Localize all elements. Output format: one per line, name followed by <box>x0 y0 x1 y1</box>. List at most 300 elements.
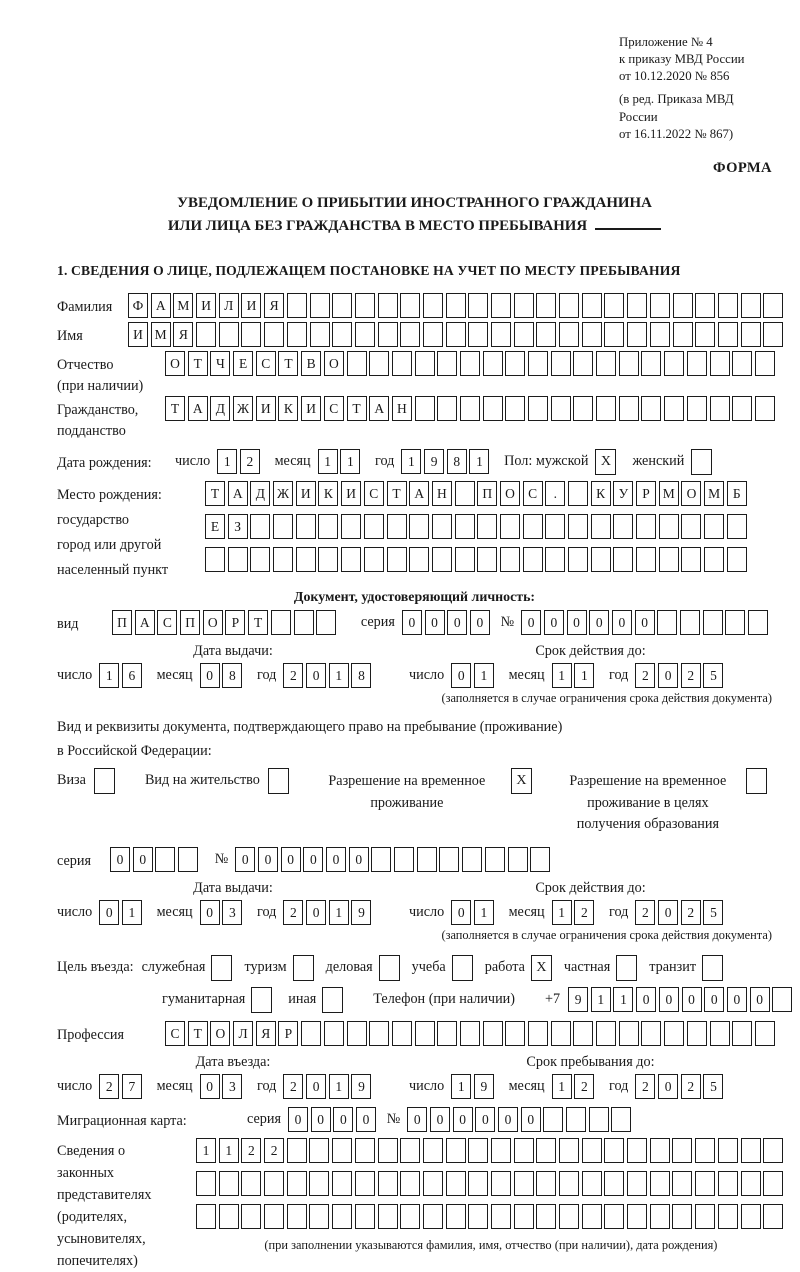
form-cell[interactable]: З <box>228 514 248 539</box>
form-cell[interactable]: П <box>477 481 497 506</box>
form-cell[interactable] <box>687 1021 707 1046</box>
form-cell[interactable] <box>725 610 745 635</box>
form-cell[interactable] <box>528 351 548 376</box>
form-cell[interactable]: 0 <box>589 610 609 635</box>
form-cell[interactable] <box>400 1138 420 1163</box>
form-cell[interactable] <box>604 322 624 347</box>
form-cell[interactable]: Н <box>432 481 452 506</box>
form-cell[interactable]: А <box>135 610 155 635</box>
form-cell[interactable] <box>446 1171 466 1196</box>
form-cell[interactable]: 0 <box>306 1074 326 1099</box>
form-cell[interactable] <box>559 322 579 347</box>
form-cell[interactable] <box>568 481 588 506</box>
form-cell[interactable] <box>483 396 503 421</box>
form-cell[interactable] <box>687 351 707 376</box>
form-cell[interactable] <box>514 1138 534 1163</box>
form-cell[interactable]: О <box>500 481 520 506</box>
form-cell[interactable]: 2 <box>574 900 594 925</box>
form-cell[interactable] <box>437 351 457 376</box>
form-cell[interactable] <box>178 847 198 872</box>
form-cell[interactable] <box>415 396 435 421</box>
form-cell[interactable]: 2 <box>635 663 655 688</box>
form-cell[interactable]: 1 <box>474 663 494 688</box>
form-cell[interactable] <box>611 1107 631 1132</box>
form-cell[interactable]: Д <box>250 481 270 506</box>
form-cell[interactable]: 1 <box>613 987 633 1012</box>
form-cell[interactable] <box>468 1138 488 1163</box>
form-cell[interactable] <box>446 1138 466 1163</box>
form-cell[interactable] <box>673 293 693 318</box>
form-cell[interactable] <box>196 322 216 347</box>
form-cell[interactable] <box>355 1171 375 1196</box>
form-cell[interactable]: 0 <box>258 847 278 872</box>
form-cell[interactable]: 1 <box>574 663 594 688</box>
form-cell[interactable]: 2 <box>574 1074 594 1099</box>
form-cell[interactable] <box>687 396 707 421</box>
form-cell[interactable]: С <box>523 481 543 506</box>
form-cell[interactable]: 1 <box>217 449 237 474</box>
form-cell[interactable]: Р <box>225 610 245 635</box>
form-cell[interactable] <box>250 547 270 572</box>
form-cell[interactable] <box>264 1204 284 1229</box>
form-cell[interactable] <box>460 1021 480 1046</box>
form-cell[interactable] <box>460 396 480 421</box>
form-cell[interactable] <box>672 1171 692 1196</box>
form-cell[interactable]: 0 <box>521 1107 541 1132</box>
form-cell[interactable] <box>219 1204 239 1229</box>
form-cell[interactable] <box>514 1204 534 1229</box>
form-cell[interactable]: И <box>301 396 321 421</box>
form-cell[interactable] <box>582 293 602 318</box>
form-cell[interactable] <box>530 847 550 872</box>
form-cell[interactable] <box>462 847 482 872</box>
form-cell[interactable]: 0 <box>453 1107 473 1132</box>
form-cell[interactable] <box>573 396 593 421</box>
form-cell[interactable] <box>559 1138 579 1163</box>
form-cell[interactable] <box>514 293 534 318</box>
form-cell[interactable] <box>378 1204 398 1229</box>
form-cell[interactable]: 2 <box>283 1074 303 1099</box>
form-cell[interactable] <box>287 1171 307 1196</box>
form-cell[interactable] <box>485 847 505 872</box>
form-cell[interactable]: 0 <box>567 610 587 635</box>
form-cell[interactable] <box>523 547 543 572</box>
form-cell[interactable] <box>508 847 528 872</box>
form-cell[interactable]: 0 <box>407 1107 427 1132</box>
form-cell[interactable] <box>741 293 761 318</box>
form-cell[interactable]: Д <box>210 396 230 421</box>
form-cell[interactable] <box>619 396 639 421</box>
gender-female-checkbox[interactable] <box>691 449 712 475</box>
form-cell[interactable] <box>596 396 616 421</box>
form-cell[interactable] <box>455 547 475 572</box>
form-cell[interactable] <box>613 547 633 572</box>
form-cell[interactable] <box>704 514 724 539</box>
form-cell[interactable]: 2 <box>681 663 701 688</box>
form-cell[interactable] <box>439 847 459 872</box>
form-cell[interactable] <box>732 1021 752 1046</box>
form-cell[interactable] <box>710 1021 730 1046</box>
form-cell[interactable] <box>491 1204 511 1229</box>
form-cell[interactable] <box>468 293 488 318</box>
form-cell[interactable] <box>619 1021 639 1046</box>
form-cell[interactable] <box>318 514 338 539</box>
form-cell[interactable] <box>559 1171 579 1196</box>
form-cell[interactable]: 0 <box>636 987 656 1012</box>
form-cell[interactable] <box>423 1204 443 1229</box>
form-cell[interactable]: 1 <box>591 987 611 1012</box>
form-cell[interactable] <box>763 1171 783 1196</box>
form-cell[interactable] <box>748 610 768 635</box>
form-cell[interactable] <box>641 1021 661 1046</box>
form-cell[interactable]: 1 <box>340 449 360 474</box>
form-cell[interactable] <box>650 322 670 347</box>
form-cell[interactable]: 2 <box>240 449 260 474</box>
form-cell[interactable]: 0 <box>682 987 702 1012</box>
form-cell[interactable] <box>219 1171 239 1196</box>
form-cell[interactable]: 0 <box>110 847 130 872</box>
form-cell[interactable] <box>387 514 407 539</box>
form-cell[interactable]: 0 <box>544 610 564 635</box>
form-cell[interactable]: 0 <box>659 987 679 1012</box>
temp-permit-checkbox[interactable]: X <box>511 768 532 794</box>
form-cell[interactable]: Т <box>248 610 268 635</box>
form-cell[interactable] <box>582 1171 602 1196</box>
form-cell[interactable]: Ж <box>273 481 293 506</box>
form-cell[interactable] <box>582 1138 602 1163</box>
form-cell[interactable] <box>566 1107 586 1132</box>
form-cell[interactable] <box>582 1204 602 1229</box>
form-cell[interactable]: 0 <box>200 1074 220 1099</box>
form-cell[interactable]: 5 <box>703 900 723 925</box>
form-cell[interactable] <box>273 547 293 572</box>
form-cell[interactable] <box>219 322 239 347</box>
form-cell[interactable]: А <box>151 293 171 318</box>
form-cell[interactable] <box>324 1021 344 1046</box>
form-cell[interactable] <box>400 293 420 318</box>
form-cell[interactable] <box>559 1204 579 1229</box>
form-cell[interactable] <box>294 610 314 635</box>
form-cell[interactable] <box>287 1204 307 1229</box>
form-cell[interactable] <box>528 1021 548 1046</box>
form-cell[interactable] <box>392 1021 412 1046</box>
form-cell[interactable]: Ж <box>233 396 253 421</box>
form-cell[interactable] <box>196 1204 216 1229</box>
form-cell[interactable] <box>664 1021 684 1046</box>
form-cell[interactable] <box>387 547 407 572</box>
form-cell[interactable] <box>695 1204 715 1229</box>
form-cell[interactable] <box>727 547 747 572</box>
form-cell[interactable]: Я <box>264 293 284 318</box>
form-cell[interactable]: 3 <box>222 900 242 925</box>
form-cell[interactable] <box>332 1204 352 1229</box>
form-cell[interactable] <box>505 1021 525 1046</box>
form-cell[interactable] <box>500 514 520 539</box>
form-cell[interactable] <box>604 1171 624 1196</box>
form-cell[interactable] <box>755 396 775 421</box>
form-cell[interactable] <box>627 322 647 347</box>
form-cell[interactable] <box>741 1171 761 1196</box>
form-cell[interactable] <box>378 322 398 347</box>
form-cell[interactable] <box>296 514 316 539</box>
form-cell[interactable] <box>718 293 738 318</box>
purpose-study-checkbox[interactable] <box>452 955 473 981</box>
form-cell[interactable] <box>264 1171 284 1196</box>
form-cell[interactable] <box>710 351 730 376</box>
form-cell[interactable]: 5 <box>703 1074 723 1099</box>
form-cell[interactable]: И <box>241 293 261 318</box>
form-cell[interactable] <box>332 1138 352 1163</box>
form-cell[interactable] <box>681 514 701 539</box>
form-cell[interactable] <box>369 1021 389 1046</box>
form-cell[interactable]: 1 <box>469 449 489 474</box>
form-cell[interactable]: 0 <box>658 900 678 925</box>
form-cell[interactable]: 1 <box>318 449 338 474</box>
form-cell[interactable] <box>763 1204 783 1229</box>
form-cell[interactable] <box>392 351 412 376</box>
form-cell[interactable]: 7 <box>122 1074 142 1099</box>
form-cell[interactable] <box>672 1138 692 1163</box>
form-cell[interactable] <box>369 351 389 376</box>
form-cell[interactable] <box>718 322 738 347</box>
form-cell[interactable]: 0 <box>303 847 323 872</box>
form-cell[interactable] <box>657 610 677 635</box>
purpose-transit-checkbox[interactable] <box>702 955 723 981</box>
form-cell[interactable]: 0 <box>200 900 220 925</box>
form-cell[interactable] <box>273 514 293 539</box>
form-cell[interactable] <box>627 1171 647 1196</box>
form-cell[interactable] <box>417 847 437 872</box>
form-cell[interactable] <box>536 293 556 318</box>
form-cell[interactable] <box>596 1021 616 1046</box>
form-cell[interactable] <box>309 1138 329 1163</box>
form-cell[interactable] <box>460 351 480 376</box>
purpose-business-checkbox[interactable] <box>379 955 400 981</box>
form-cell[interactable] <box>545 547 565 572</box>
form-cell[interactable] <box>763 1138 783 1163</box>
form-cell[interactable]: О <box>210 1021 230 1046</box>
form-cell[interactable] <box>664 396 684 421</box>
form-cell[interactable] <box>477 514 497 539</box>
form-cell[interactable] <box>491 1171 511 1196</box>
form-cell[interactable]: А <box>188 396 208 421</box>
form-cell[interactable] <box>718 1171 738 1196</box>
form-cell[interactable] <box>296 547 316 572</box>
form-cell[interactable]: Р <box>636 481 656 506</box>
form-cell[interactable] <box>500 547 520 572</box>
form-cell[interactable] <box>355 322 375 347</box>
form-cell[interactable]: 2 <box>635 1074 655 1099</box>
form-cell[interactable] <box>228 547 248 572</box>
form-cell[interactable]: Н <box>392 396 412 421</box>
form-cell[interactable] <box>468 1171 488 1196</box>
form-cell[interactable]: 0 <box>349 847 369 872</box>
form-cell[interactable]: 0 <box>430 1107 450 1132</box>
purpose-humanitarian-checkbox[interactable] <box>251 987 272 1013</box>
form-cell[interactable] <box>309 1171 329 1196</box>
form-cell[interactable]: М <box>704 481 724 506</box>
form-cell[interactable] <box>591 514 611 539</box>
form-cell[interactable] <box>355 293 375 318</box>
purpose-tourism-checkbox[interactable] <box>293 955 314 981</box>
form-cell[interactable] <box>727 514 747 539</box>
form-cell[interactable] <box>310 293 330 318</box>
form-cell[interactable]: Е <box>233 351 253 376</box>
form-cell[interactable] <box>659 514 679 539</box>
form-cell[interactable] <box>703 610 723 635</box>
form-cell[interactable] <box>301 1021 321 1046</box>
form-cell[interactable]: Т <box>165 396 185 421</box>
form-cell[interactable] <box>718 1204 738 1229</box>
form-cell[interactable]: С <box>364 481 384 506</box>
purpose-private-checkbox[interactable] <box>616 955 637 981</box>
residence-permit-checkbox[interactable] <box>268 768 289 794</box>
form-cell[interactable]: 0 <box>612 610 632 635</box>
form-cell[interactable]: 2 <box>635 900 655 925</box>
form-cell[interactable] <box>287 293 307 318</box>
form-cell[interactable] <box>316 610 336 635</box>
form-cell[interactable]: 9 <box>351 900 371 925</box>
form-cell[interactable] <box>514 322 534 347</box>
form-cell[interactable] <box>627 1138 647 1163</box>
form-cell[interactable]: 0 <box>326 847 346 872</box>
form-cell[interactable]: 1 <box>552 1074 572 1099</box>
form-cell[interactable]: Я <box>173 322 193 347</box>
form-cell[interactable]: У <box>613 481 633 506</box>
form-cell[interactable] <box>695 1138 715 1163</box>
form-cell[interactable] <box>536 1204 556 1229</box>
form-cell[interactable] <box>455 514 475 539</box>
form-cell[interactable] <box>545 514 565 539</box>
form-cell[interactable]: 0 <box>750 987 770 1012</box>
form-cell[interactable] <box>483 1021 503 1046</box>
form-cell[interactable] <box>695 322 715 347</box>
form-cell[interactable] <box>681 547 701 572</box>
form-cell[interactable] <box>318 547 338 572</box>
form-cell[interactable]: 0 <box>281 847 301 872</box>
form-cell[interactable]: Я <box>256 1021 276 1046</box>
form-cell[interactable]: 2 <box>99 1074 119 1099</box>
form-cell[interactable]: Л <box>219 293 239 318</box>
form-cell[interactable]: 1 <box>122 900 142 925</box>
form-cell[interactable] <box>627 1204 647 1229</box>
form-cell[interactable] <box>604 1138 624 1163</box>
form-cell[interactable] <box>415 1021 435 1046</box>
form-cell[interactable]: О <box>165 351 185 376</box>
form-cell[interactable]: А <box>409 481 429 506</box>
form-cell[interactable] <box>505 351 525 376</box>
form-cell[interactable] <box>695 1171 715 1196</box>
form-cell[interactable]: И <box>256 396 276 421</box>
form-cell[interactable] <box>604 1204 624 1229</box>
form-cell[interactable]: Ф <box>128 293 148 318</box>
form-cell[interactable]: К <box>591 481 611 506</box>
form-cell[interactable] <box>551 1021 571 1046</box>
form-cell[interactable] <box>341 547 361 572</box>
form-cell[interactable] <box>468 1204 488 1229</box>
form-cell[interactable] <box>364 547 384 572</box>
form-cell[interactable]: 1 <box>474 900 494 925</box>
form-cell[interactable] <box>341 514 361 539</box>
form-cell[interactable] <box>772 987 792 1012</box>
form-cell[interactable] <box>446 322 466 347</box>
form-cell[interactable]: 1 <box>552 663 572 688</box>
form-cell[interactable] <box>347 351 367 376</box>
form-cell[interactable] <box>250 514 270 539</box>
form-cell[interactable] <box>455 481 475 506</box>
form-cell[interactable]: С <box>157 610 177 635</box>
form-cell[interactable]: 0 <box>200 663 220 688</box>
form-cell[interactable] <box>536 1171 556 1196</box>
form-cell[interactable] <box>400 1204 420 1229</box>
purpose-official-checkbox[interactable] <box>211 955 232 981</box>
form-cell[interactable]: 2 <box>283 663 303 688</box>
form-cell[interactable]: 0 <box>451 663 471 688</box>
form-cell[interactable]: М <box>659 481 679 506</box>
form-cell[interactable]: Ч <box>210 351 230 376</box>
form-cell[interactable] <box>528 396 548 421</box>
form-cell[interactable] <box>355 1138 375 1163</box>
form-cell[interactable] <box>491 293 511 318</box>
form-cell[interactable] <box>650 1204 670 1229</box>
form-cell[interactable]: С <box>324 396 344 421</box>
form-cell[interactable] <box>155 847 175 872</box>
form-cell[interactable] <box>536 322 556 347</box>
form-cell[interactable] <box>378 1171 398 1196</box>
form-cell[interactable]: О <box>324 351 344 376</box>
form-cell[interactable] <box>741 1204 761 1229</box>
form-cell[interactable] <box>332 293 352 318</box>
form-cell[interactable]: 2 <box>681 900 701 925</box>
form-cell[interactable]: 0 <box>402 610 422 635</box>
form-cell[interactable] <box>627 293 647 318</box>
form-cell[interactable] <box>543 1107 563 1132</box>
form-cell[interactable]: 9 <box>474 1074 494 1099</box>
form-cell[interactable]: 0 <box>333 1107 353 1132</box>
form-cell[interactable] <box>536 1138 556 1163</box>
form-cell[interactable]: Б <box>727 481 747 506</box>
form-cell[interactable] <box>287 322 307 347</box>
form-cell[interactable] <box>332 1171 352 1196</box>
form-cell[interactable] <box>241 322 261 347</box>
form-cell[interactable] <box>477 547 497 572</box>
form-cell[interactable]: 0 <box>521 610 541 635</box>
form-cell[interactable] <box>400 1171 420 1196</box>
form-cell[interactable]: Т <box>205 481 225 506</box>
form-cell[interactable]: 9 <box>424 449 444 474</box>
form-cell[interactable]: 1 <box>219 1138 239 1163</box>
form-cell[interactable] <box>664 351 684 376</box>
form-cell[interactable] <box>347 1021 367 1046</box>
form-cell[interactable] <box>415 351 435 376</box>
form-cell[interactable] <box>423 1171 443 1196</box>
form-cell[interactable] <box>551 351 571 376</box>
form-cell[interactable] <box>394 847 414 872</box>
form-cell[interactable] <box>437 396 457 421</box>
form-cell[interactable]: 0 <box>288 1107 308 1132</box>
form-cell[interactable]: 2 <box>241 1138 261 1163</box>
form-cell[interactable]: В <box>301 351 321 376</box>
form-cell[interactable]: Р <box>278 1021 298 1046</box>
form-cell[interactable] <box>196 1171 216 1196</box>
form-cell[interactable] <box>551 396 571 421</box>
form-cell[interactable]: О <box>681 481 701 506</box>
form-cell[interactable]: М <box>151 322 171 347</box>
form-cell[interactable] <box>650 293 670 318</box>
form-cell[interactable] <box>641 351 661 376</box>
form-cell[interactable]: 0 <box>306 663 326 688</box>
gender-male-checkbox[interactable]: X <box>595 449 616 475</box>
